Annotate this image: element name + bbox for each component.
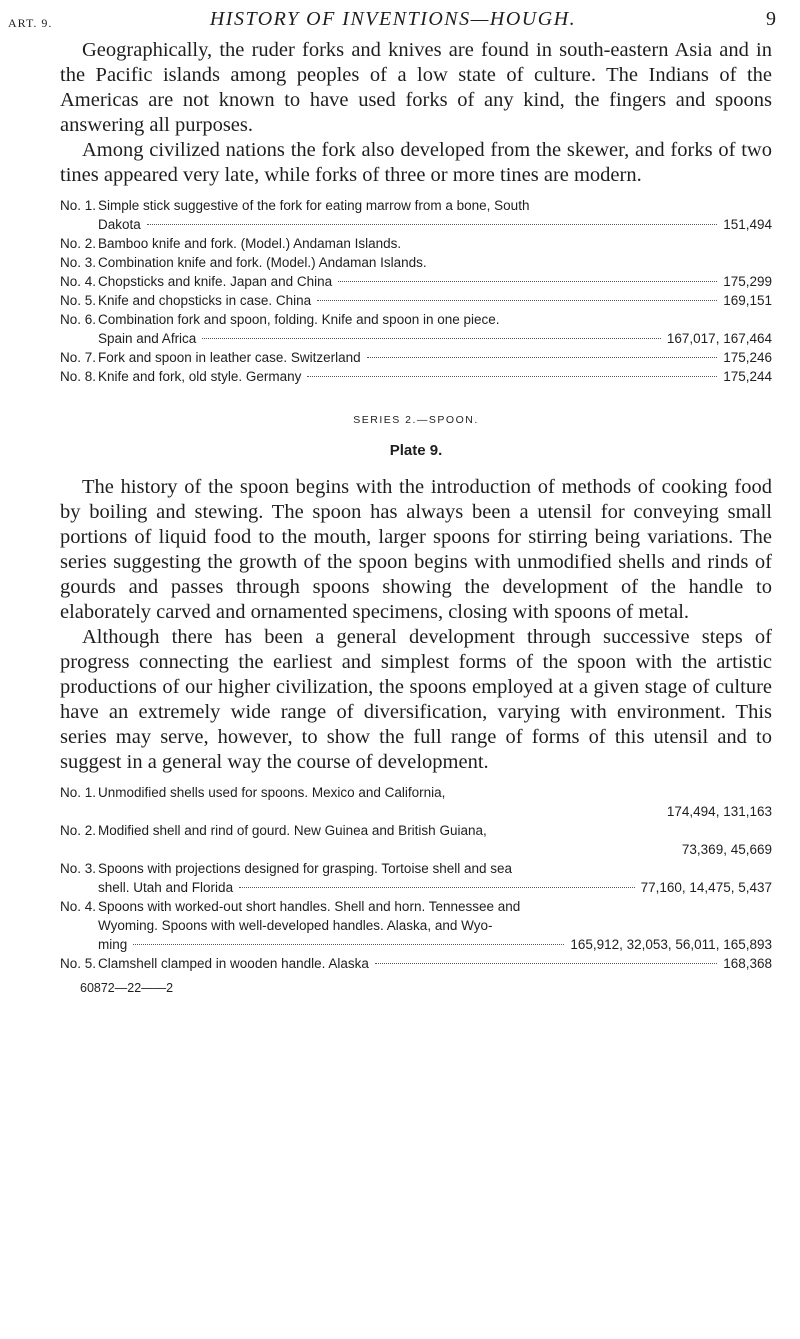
list-item: No. 7. Fork and spoon in leather case. Switzerland 175,246 — [60, 350, 772, 365]
list-item-continuation: Dakota 151,494 — [98, 217, 772, 232]
list-item-continuation: shell. Utah and Florida 77,160, 14,475, 5,437 — [98, 880, 772, 895]
paragraph: Among civilized nations the fork also developed from the skewer, and forks of two tines appeared very late, while forks of three or more tines are modern. — [60, 139, 772, 186]
paragraph: Although there has been a general development through successive steps of progress connecting the earliest and simplest forms of the spoon with the artistic productions of our higher civilization, the spoons employed at a given stage of culture have an extremely wide range of diversification, varying with environment. This series may serve, however, to show the full range of forms of this utensil and to suggest in a general way the course of development. — [60, 626, 772, 773]
list-item: No. 3. Spoons with projections designed for grasping. Tortoise shell and sea — [60, 861, 513, 876]
list-item: No. 2. Modified shell and rind of gourd. New Guinea and British Guiana, — [60, 823, 487, 838]
fork-list — [60, 196, 772, 386]
printer-signature: 60872—22——2 — [80, 981, 174, 995]
plate-label: Plate 9. — [389, 442, 443, 459]
running-title: HISTORY OF INVENTIONS—HOUGH. — [209, 8, 577, 30]
list-item: No. 8. Knife and fork, old style. Germany 175,244 — [60, 369, 772, 384]
list-item: No. 1. Simple stick suggestive of the fork for eating marrow from a bone, South — [60, 198, 530, 213]
series-heading: SERIES 2.—SPOON. — [353, 414, 479, 426]
list-item: No. 6. Combination fork and spoon, folding. Knife and spoon in one piece. — [60, 312, 500, 327]
list-item: No. 5. Clamshell clamped in wooden handle. Alaska 168,368 — [60, 956, 772, 971]
page-body — [60, 38, 772, 995]
list-item: No. 5. Knife and chopsticks in case. China 169,151 — [60, 293, 772, 308]
list-item: No. 2. Bamboo knife and fork. (Model.) Andaman Islands. — [60, 236, 402, 251]
list-item: No. 4. Chopsticks and knife. Japan and China 175,299 — [60, 274, 772, 289]
list-item-continuation: Wyoming. Spoons with well-developed handles. Alaska, and Wyo- — [98, 918, 493, 933]
spoon-list — [60, 783, 772, 973]
list-item: No. 4. Spoons with worked-out short handles. Shell and horn. Tennessee and — [60, 899, 521, 914]
list-item-reference: 174,494, 131,163 — [666, 804, 772, 819]
list-item-continuation: ming 165,912, 32,053, 56,011, 165,893 — [98, 937, 772, 952]
page-number: 9 — [766, 8, 776, 30]
list-item: No. 3. Combination knife and fork. (Model.) Andaman Islands. — [60, 255, 427, 270]
paragraph: Geographically, the ruder forks and knives are found in south-eastern Asia and in the Pacific islands among peoples of a low state of culture. The Indians of the Americas are not known to have used forks of any kind, the fingers and spoons answering all purposes. — [60, 39, 772, 136]
running-header — [8, 4, 778, 34]
paragraph: The history of the spoon begins with the introduction of methods of cooking food by boiling and stewing. The spoon has always been a utensil for conveying small portions of liquid food to the mouth, larger spoons for stirring being variations. The series suggesting the growth of the spoon begins with unmodified shells and rinds of gourds and passes through spoons showing the development of the handle to elaborately carved and ornamented specimens, closing with spoons of metal. — [60, 476, 772, 623]
list-item-continuation: Spain and Africa 167,017, 167,464 — [98, 331, 772, 346]
article-label: ART. 9. — [8, 16, 53, 30]
list-item: No. 1. Unmodified shells used for spoons. Mexico and California, — [60, 785, 446, 800]
list-item-reference: 73,369, 45,669 — [681, 842, 772, 857]
